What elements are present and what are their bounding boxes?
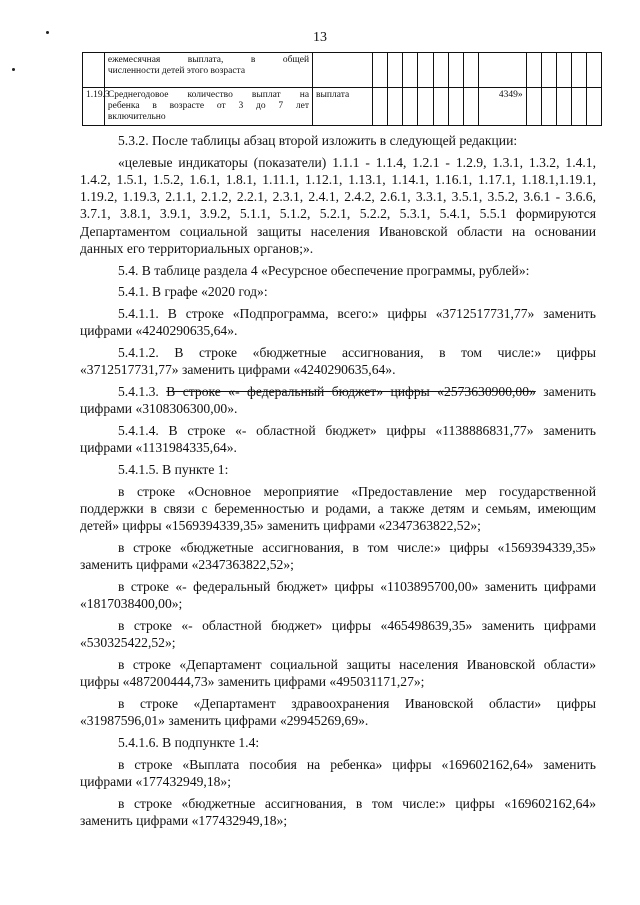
empty-cell <box>418 88 433 126</box>
empty-cell <box>586 88 601 126</box>
indicators-table <box>82 52 602 126</box>
table-row <box>83 88 602 126</box>
empty-cell <box>556 88 571 126</box>
empty-cell <box>388 88 403 126</box>
list-item: в строке «- федеральный бюджет» цифры «1103895700,00» заменить цифрами «1817038400,00»; <box>80 579 596 612</box>
empty-cell <box>373 88 388 126</box>
struck-through-text: В строке «- федеральный бюджет» цифры «2573630900,00» <box>166 384 536 400</box>
empty-cell <box>526 88 541 126</box>
description-line: ежемесячная выплата, в общей <box>107 55 310 65</box>
empty-cell <box>526 53 541 88</box>
scan-speck <box>12 68 15 71</box>
paragraph-5-3-2: 5.3.2. После таблицы абзац второй изложить в следующей редакции: <box>118 133 518 148</box>
value-cell: 4349» <box>478 88 526 126</box>
value-cell <box>478 53 526 88</box>
empty-cell <box>448 88 463 126</box>
empty-cell <box>463 88 478 126</box>
empty-cell <box>388 53 403 88</box>
list-item: в строке «Основное мероприятие «Предоставление мер государственной поддержки в связи с беременностью и родами, а также детям и семьям, имеющим детей» цифры «1569394339,35» заменить цифрами «2347363822,52»; <box>80 484 596 534</box>
row-description-cell <box>104 53 312 88</box>
list-item: в строке «- областной бюджет» цифры «465498639,35» заменить цифрами «530325422,52»; <box>80 618 596 651</box>
empty-cell <box>433 88 448 126</box>
description-line: включительно <box>107 112 166 122</box>
row-number-cell <box>83 53 105 88</box>
paragraph-5-4-1-5: 5.4.1.5. В пункте 1: <box>118 462 229 478</box>
scan-speck <box>46 31 49 34</box>
list-item: в строке «бюджетные ассигнования, в том числе:» цифры «169602162,64» заменить цифрами «177432949,18»; <box>80 796 596 829</box>
paragraph-5-4-1-6: 5.4.1.6. В подпункте 1.4: <box>118 735 260 751</box>
empty-cell <box>571 88 586 126</box>
empty-cell <box>463 53 478 88</box>
paragraph-tail: заменить цифрами «3108306300,00». <box>80 384 596 417</box>
paragraph-5-4: 5.4. В таблице раздела 4 «Ресурсное обеспечение программы, рублей»: <box>118 262 530 278</box>
list-item: в строке «Департамент социальной защиты населения Ивановской области» цифры «487200444,73» заменить цифрами «495031171,27»; <box>80 657 596 690</box>
empty-cell <box>403 88 418 126</box>
paragraph-indicators-quote: «целевые индикаторы (показатели) 1.1.1 - 1.1.4, 1.2.1 - 1.2.9, 1.3.1, 1.3.2, 1.4.1, 1.4.2, 1.5.1, 1.5.2, 1.6.1, 1.8.1, 1.11.1, 1.12.1, 1.13.1, 1.14.1, 1.16.1, 1.17.1, 1.18.1,1.19.1, 1.19.2, 1.19.3, 2.1.1, 2.1.2, 2.2.1, 2.3.1, 2.4.1, 2.4.2, 2.6.1, 3.3.1, 3.5.1, 3.5.2, 3.6.1 - 3.6.6, 3.7.1, 3.8.1, 3.9.1, 3.9.2, 5.1.1, 5.1.2, 5.2.1, 5.2.2, 5.3.1, 5.4.1, 5.5.1 формируются Департаментом социальной защиты населения Ивановской области на основании данных его территориальных органов;». <box>80 154 596 256</box>
list-item: в строке «Выплата пособия на ребенка» цифры «169602162,64» заменить цифрами «177432949,18»; <box>80 757 596 790</box>
table-row <box>83 53 602 88</box>
paragraph-5-4-1-3 <box>80 383 596 417</box>
empty-cell <box>556 53 571 88</box>
empty-cell <box>373 53 388 88</box>
empty-cell <box>571 53 586 88</box>
row-description-cell <box>104 88 312 126</box>
list-item: в строке «Департамент здравоохранения Ивановской области» цифры «31987596,01» заменить цифрами «29945269,69». <box>80 696 596 729</box>
description-line: численности детей этого возраста <box>107 66 246 76</box>
list-item: в строке «бюджетные ассигнования, в том числе:» цифры «1569394339,35» заменить цифрами «2347363822,52»; <box>80 540 596 573</box>
description-line: ребенка в возрасте от 3 до 7 лет <box>107 101 310 111</box>
paragraph-number: 5.4.1.3. <box>118 384 167 400</box>
document-body <box>80 132 596 834</box>
empty-cell <box>541 53 556 88</box>
empty-cell <box>448 53 463 88</box>
empty-cell <box>418 53 433 88</box>
paragraph-5-4-1-2: 5.4.1.2. В строке «бюджетные ассигнования, в том числе:» цифры «3712517731,77» заменить цифрами «4240290635,64». <box>80 345 596 378</box>
empty-cell <box>541 88 556 126</box>
page-number: 13 <box>313 30 327 45</box>
empty-cell <box>403 53 418 88</box>
empty-cell <box>586 53 601 88</box>
paragraph-5-4-1: 5.4.1. В графе «2020 год»: <box>118 284 268 300</box>
paragraph-5-4-1-1: 5.4.1.1. В строке «Подпрограмма, всего:» цифры «3712517731,77» заменить цифрами «4240290635,64». <box>80 306 596 339</box>
row-number-cell: 1.19.3 <box>83 88 105 126</box>
unit-cell: выплата <box>313 88 373 126</box>
description-line: Среднегодовое количество выплат на <box>107 90 310 100</box>
paragraph-5-4-1-4: 5.4.1.4. В строке «- областной бюджет» цифры «1138886831,77» заменить цифрами «1131984335,64». <box>80 423 596 456</box>
unit-cell <box>313 53 373 88</box>
empty-cell <box>433 53 448 88</box>
